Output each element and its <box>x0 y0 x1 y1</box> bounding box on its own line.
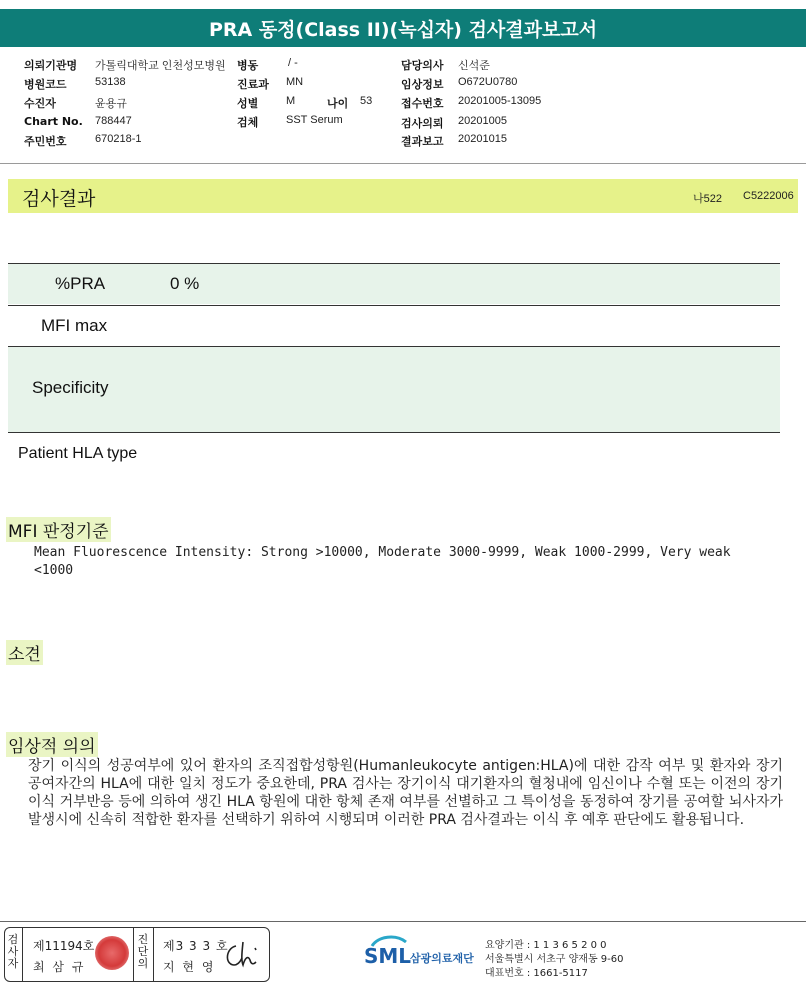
institution-value: 가톨릭대학교 인천성모병원 <box>95 60 226 72</box>
signature-image <box>222 938 262 972</box>
department-label: 진료과 <box>237 78 269 91</box>
lab-phone: 대표번호 : 1661-5117 <box>485 968 588 979</box>
hospital-code-value: 53138 <box>95 76 126 88</box>
receipt-no-label: 접수번호 <box>401 97 444 110</box>
chart-no-label: Chart No. <box>24 115 83 128</box>
footer-sep-3 <box>153 928 154 981</box>
result-code-1: 나522 <box>693 193 722 205</box>
specimen-label: 검체 <box>237 116 259 129</box>
table-bottom-border <box>8 432 780 433</box>
receipt-no-value: 20201005-13095 <box>458 95 542 107</box>
resident-no-label: 주민번호 <box>24 135 67 148</box>
result-title: 검사결과 <box>22 188 96 210</box>
table-divider-1 <box>8 305 780 306</box>
findings-title: 소견 <box>6 640 43 665</box>
criteria-title: MFI 판정기준 <box>6 517 111 542</box>
doctor-sign-label: 진단의 <box>137 933 149 970</box>
official-seal <box>95 936 129 970</box>
resident-no-value: 670218-1 <box>95 133 142 145</box>
care-code: 요양기관 : 1 1 3 6 5 2 0 0 <box>485 940 607 951</box>
tester-label: 검사자 <box>7 933 19 970</box>
department-value: MN <box>286 76 304 88</box>
age-value: 53 <box>360 95 373 107</box>
report-date-label: 결과보고 <box>401 135 444 148</box>
mfi-max-label: MFI max <box>41 316 108 335</box>
report-title: PRA 동정(Class II)(녹십자) 검사결과보고서 <box>0 9 806 47</box>
request-date-value: 20201005 <box>458 115 507 127</box>
doctor-value: 신석준 <box>458 60 490 72</box>
ward-label: 병동 <box>237 59 259 72</box>
sml-logo-name: 삼광의료재단 <box>410 952 474 965</box>
doctor-name: 지 현 영 <box>163 960 216 974</box>
header-divider <box>0 163 806 164</box>
sex-label: 성별 <box>237 97 259 110</box>
chart-no-value: 788447 <box>95 115 132 127</box>
patient-hla-label: Patient HLA type <box>18 445 138 462</box>
ward-value: / - <box>288 57 298 69</box>
significance-title: 임상적 의의 <box>6 732 98 757</box>
result-code-2: C5222006 <box>743 190 794 202</box>
pra-label: %PRA <box>55 274 106 293</box>
tester-name: 최 삼 규 <box>33 960 86 974</box>
result-title-bar <box>8 179 798 213</box>
lab-address: 서울특별시 서초구 양재동 9-60 <box>485 954 624 965</box>
footer-sep-1 <box>22 928 23 981</box>
examinee-value: 윤용규 <box>95 98 127 110</box>
clinical-info-label: 임상정보 <box>401 78 444 91</box>
age-label: 나이 <box>327 97 349 110</box>
specificity-label: Specificity <box>32 378 109 397</box>
specimen-value: SST Serum <box>286 114 343 126</box>
doctor-label: 담당의사 <box>401 59 444 72</box>
significance-text: 장기 이식의 성공여부에 있어 환자의 조직접합성항원(Humanleukocyte antigen:HLA)에 대한 감작 여부 및 환자와 장기공여자간의 HLA에 대한 일치 정도가 중요한데, PRA 검사는 장기이식 대기환자의 혈청내에 임신이나 수혈 또는 이전의 장기이식 거부반응 등에 의하여 생긴 HLA 항원에 대한 항체 존재 여부를 선별하고 그 특이성을 동정하여 장기를 공여할 뇌사자가 발생시에 신속히 적합한 환자를 선택하기 위하여 시행되며 이러한 PRA 검사결과는 이식 후 예후 판단에도 활용됩니다. <box>28 758 783 828</box>
sml-logo-mark: SML <box>364 944 412 968</box>
request-date-label: 검사의뢰 <box>401 117 444 130</box>
tester-number: 제11194호 <box>33 939 95 953</box>
institution-label: 의뢰기관명 <box>24 59 78 72</box>
hospital-code-label: 병원코드 <box>24 78 67 91</box>
sex-value: M <box>286 95 296 107</box>
examinee-label: 수진자 <box>24 97 56 110</box>
criteria-text-line2: <1000 <box>34 563 74 578</box>
report-date-value: 20201015 <box>458 133 507 145</box>
criteria-text-line1: Mean Fluorescence Intensity: Strong >10000, Moderate 3000-9999, Weak 1000-2999, Very weak <box>34 545 731 560</box>
clinical-info-value: O672U0780 <box>458 76 518 88</box>
pra-value: 0 % <box>170 274 200 293</box>
specificity-row <box>8 347 780 432</box>
footer-sep-2 <box>133 928 134 981</box>
doctor-number: 제3 3 3 호 <box>163 939 229 953</box>
pra-row <box>8 264 780 304</box>
footer-divider <box>0 921 806 922</box>
